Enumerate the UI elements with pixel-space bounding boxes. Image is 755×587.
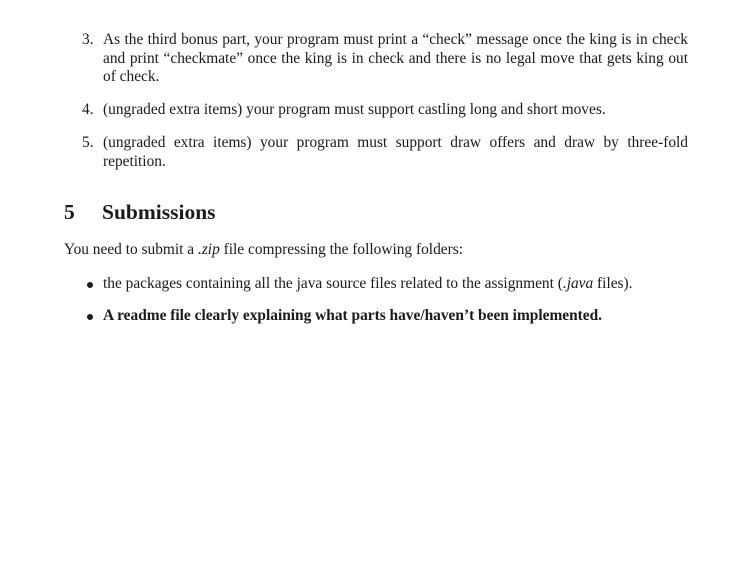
bullet-text: A readme file clearly explaining what parts have/haven’t been implemented.: [103, 306, 603, 324]
section-title: Submissions: [102, 200, 216, 224]
section-heading: [64, 200, 216, 225]
intro-text-after: file compressing the following folders:: [219, 241, 463, 258]
bonus-items-list: [0, 31, 755, 185]
bullet-icon: [87, 282, 93, 288]
list-item: [0, 31, 688, 87]
list-item: [0, 307, 755, 326]
list-item-number: 4.: [82, 101, 94, 119]
bullet-emphasis: .java: [562, 275, 594, 292]
list-item-text: (ungraded extra items) your program must support draw offers and draw by three-fold repetition.: [103, 133, 688, 170]
bullet-text-after: files).: [593, 275, 633, 292]
bullet-icon: [87, 314, 93, 320]
list-item: [0, 275, 755, 294]
list-item: [0, 134, 688, 171]
list-item-number: 3.: [82, 31, 94, 48]
bullet-text-before: the packages containing all the java source files related to the assignment (: [103, 275, 563, 292]
submission-bullet-list: [0, 275, 755, 338]
intro-text-before: You need to submit a: [64, 241, 198, 258]
list-item-text: (ungraded extra items) your program must support castling long and short moves.: [103, 101, 606, 119]
list-item-number: 5.: [82, 133, 94, 151]
intro-emphasis: .zip: [197, 241, 220, 258]
list-item-text: As the third bonus part, your program must print a “check” message once the king is in check and print “checkmate” once the king is in check and there is no legal move that gets king out of check.: [103, 31, 688, 86]
intro-paragraph: [64, 241, 463, 260]
section-number: 5: [64, 200, 75, 224]
list-item: [0, 101, 688, 120]
